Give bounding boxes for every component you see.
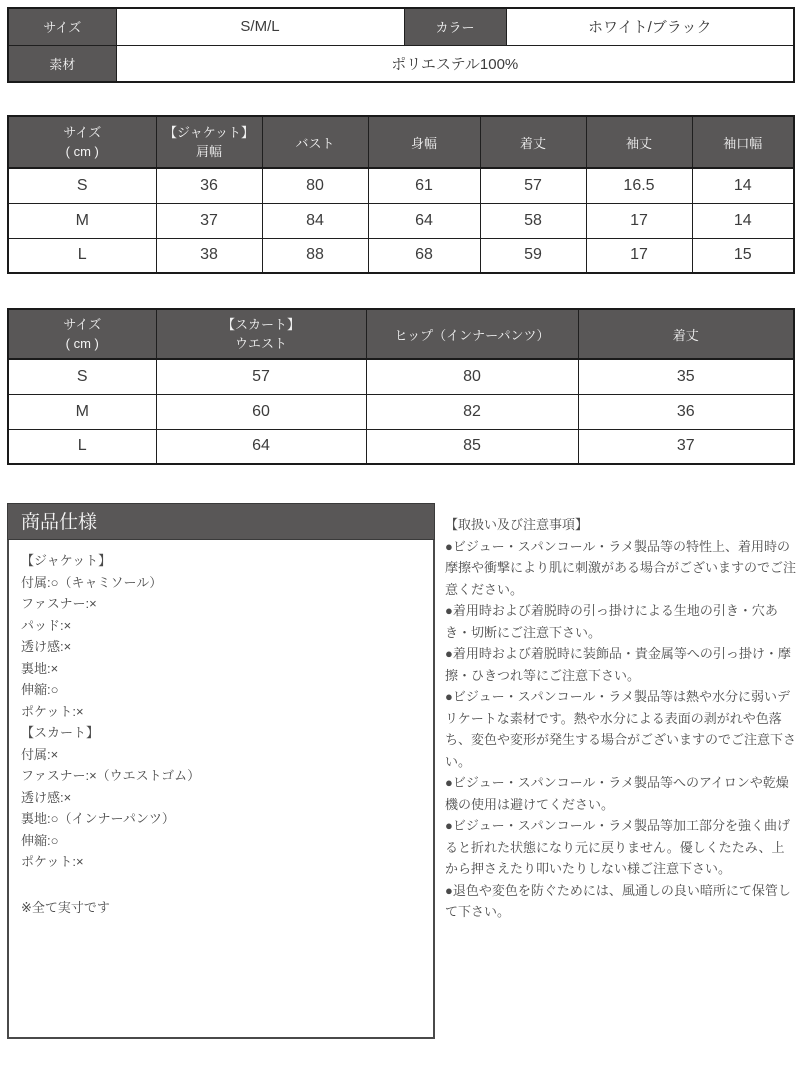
cell: 36 — [578, 394, 794, 429]
cell: 57 — [480, 168, 586, 203]
jacket-shoulder-header-cell: 【ジャケット】 肩幅 — [156, 116, 262, 168]
skirt-size-header-cell: サイズ ( cm ) — [8, 309, 156, 359]
product-spec-box — [7, 503, 435, 1039]
cell: 37 — [156, 203, 262, 238]
jacket-sleeve-header-cell: 袖丈 — [586, 116, 692, 168]
jacket-row-s — [8, 168, 794, 203]
cell: M — [8, 203, 156, 238]
handling-bullet: ●着用時および着脱時の引っ掛けによる生地の引き・穴あき・切断にご注意下さい。 — [445, 603, 778, 640]
spec-line: 伸縮:○ — [21, 682, 59, 697]
spec-line: 透け感:× — [21, 789, 72, 805]
spec-line: ファスナー:×（ウエストゴム） — [21, 768, 201, 783]
cell: 17 — [586, 203, 692, 238]
spec-line: 裏地:× — [21, 660, 59, 676]
product-spec-title: 商品仕様 — [7, 503, 435, 540]
cell: 14 — [692, 168, 794, 203]
jacket-bodywidth-header-cell: 身幅 — [368, 116, 480, 168]
cell: 64 — [156, 429, 366, 464]
jacket-row-l — [8, 238, 794, 273]
skirt-waist-header-cell: 【スカート】 ウエスト — [156, 309, 366, 359]
spec-line: 【スカート】 — [21, 725, 100, 740]
cell: 37 — [578, 429, 794, 464]
jacket-size-table — [7, 115, 795, 274]
cell: 14 — [692, 203, 794, 238]
size-value-cell: S/M/L — [116, 8, 404, 45]
cell: 35 — [578, 359, 794, 394]
cell: 80 — [366, 359, 578, 394]
skirt-row-l — [8, 429, 794, 464]
material-value-cell: ポリエステル100% — [116, 45, 794, 82]
skirt-hip-header-cell: ヒップ（インナーパンツ） — [366, 309, 578, 359]
table-row — [8, 8, 794, 45]
spec-line: 裏地:○（インナーパンツ） — [21, 811, 175, 826]
jacket-cuff-header-cell: 袖口幅 — [692, 116, 794, 168]
cell: 59 — [480, 238, 586, 273]
cell: L — [8, 238, 156, 273]
jacket-header-row — [8, 116, 794, 168]
cell: 57 — [156, 359, 366, 394]
jacket-row-m — [8, 203, 794, 238]
jacket-size-header-cell: サイズ ( cm ) — [8, 116, 156, 168]
spec-line: ポケット:× — [21, 703, 84, 719]
skirt-header-row — [8, 309, 794, 359]
spec-line: 【ジャケット】 — [21, 553, 112, 568]
skirt-row-s — [8, 359, 794, 394]
jacket-bust-header-cell: バスト — [262, 116, 368, 168]
spec-line: 透け感:× — [21, 639, 72, 654]
cell: 85 — [366, 429, 578, 464]
handling-bullet: ●着用時および着脱時に装飾品・貴金属等への引っ掛け・摩擦・ひきつれ等にご注意下さい。 — [445, 646, 791, 683]
skirt-row-m — [8, 394, 794, 429]
size-label-cell: サイズ — [8, 8, 116, 45]
color-label-cell: カラー — [404, 8, 506, 45]
cell: 60 — [156, 394, 366, 429]
cell: 82 — [366, 394, 578, 429]
cell: 15 — [692, 238, 794, 273]
material-label-cell: 素材 — [8, 45, 116, 82]
jacket-length-header-cell: 着丈 — [480, 116, 586, 168]
cell: L — [8, 429, 156, 464]
handling-notes — [445, 514, 797, 923]
cell: 38 — [156, 238, 262, 273]
cell: S — [8, 359, 156, 394]
color-value-cell: ホワイト/ブラック — [506, 8, 794, 45]
handling-bullet: ●ビジュー・スパンコール・ラメ製品等へのアイロンや乾燥機の使用は避けてください。 — [445, 775, 789, 812]
cell: 16.5 — [586, 168, 692, 203]
cell: 68 — [368, 238, 480, 273]
cell: 88 — [262, 238, 368, 273]
handling-title: 【取扱い及び注意事項】 — [445, 517, 589, 532]
cell: S — [8, 168, 156, 203]
cell: 80 — [262, 168, 368, 203]
spec-line: 付属:○（キャミソール） — [21, 574, 163, 590]
cell: M — [8, 394, 156, 429]
handling-bullet: ●ビジュー・スパンコール・ラメ製品等は熱や水分に弱いデリケートな素材です。熱や水分による表面の剥がれや色落ち、変色や変形が発生する場合がございますのでご注意下さい。 — [445, 689, 797, 769]
spec-line: 伸縮:○ — [21, 832, 59, 848]
cell: 61 — [368, 168, 480, 203]
handling-bullet: ●ビジュー・スパンコール・ラメ製品等の特性上、着用時の摩擦や衝撃により肌に刺激がある場合がございますのでご注意ください。 — [445, 538, 797, 597]
cell: 84 — [262, 203, 368, 238]
cell: 17 — [586, 238, 692, 273]
cell: 36 — [156, 168, 262, 203]
spec-line: パッド:× — [21, 617, 72, 633]
handling-bullet: ●退色や変色を防ぐためには、風通しの良い暗所にて保管して下さい。 — [445, 882, 791, 919]
table-row — [8, 45, 794, 82]
cell: 64 — [368, 203, 480, 238]
skirt-size-table — [7, 308, 795, 465]
spec-line: ファスナー:× — [21, 596, 97, 611]
product-spec-body — [7, 540, 435, 1039]
spec-line: 付属:× — [21, 746, 59, 762]
spec-line: ポケット:× — [21, 854, 84, 869]
handling-bullet: ●ビジュー・スパンコール・ラメ製品等加工部分を強く曲げると折れた状態になり元に戻りません。優しくたたみ、上から押さえたり叩いたりしない様ご注意下さい。 — [445, 818, 790, 876]
summary-table — [7, 7, 795, 83]
spec-note: ※全て実寸です — [21, 899, 110, 915]
cell: 58 — [480, 203, 586, 238]
skirt-length-header-cell: 着丈 — [578, 309, 794, 359]
